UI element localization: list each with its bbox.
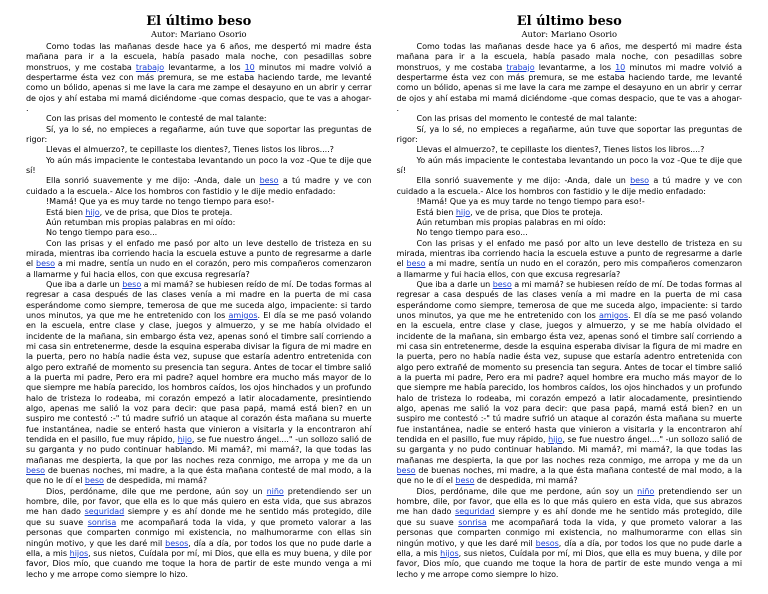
paragraph: Yo aún más impaciente le contestaba levantando un poco la voz -Que te dije que sí! — [396, 155, 742, 176]
document-author: Autor: Mariano Osorio — [521, 29, 618, 39]
link-10[interactable]: 10 — [244, 62, 255, 72]
paragraph: Está bien hijo, ve de prisa, que Dios te proteja. — [416, 207, 603, 217]
paragraph: Está bien hijo, ve de prisa, que Dios te proteja. — [46, 207, 233, 217]
link-hijo[interactable]: hijo — [548, 435, 563, 445]
link-amigos[interactable]: amigos — [228, 310, 258, 320]
link-amigos[interactable]: amigos — [599, 310, 628, 320]
link-sonrisa[interactable]: sonrisa — [458, 517, 487, 527]
paragraph: Dios, perdóname, dile que me perdone, aún soy un niño pretendiendo ser un hombre, dile, por favor, que ella es lo que más quiero en esta vida, que sus abrazos me han dado seguridad siempre y es ahí donde me he sentido más protegido, dile que su suave sonrisa me acompañará toda la vida, y que prometo valorar a las personas que comparten conmigo mi existencia, no malhumorarme con ellas sin ningún motivo, y que les daré mil besos, día a día, por todos los que no pude darle a ella, a mis hijos, sus nietos, Cuídala por mí, mi Dios, que ella es muy buena, y dile por favor, Dios mío, que cuando me toque la hora de partir de este mundo venga a mi lecho y me arrope como siempre lo hizo. — [396, 486, 742, 579]
link-beso[interactable]: beso — [259, 176, 279, 186]
story-body — [397, 42, 743, 580]
paragraph: !Mamá! Que ya es muy tarde no tengo tiempo para eso!- — [46, 197, 275, 207]
paragraph: Sí, ya lo sé, no empieces a regañarme, aún tuve que soportar las preguntas de rigor: — [396, 124, 742, 145]
paragraph: Aún retumban mis propias palabras en mi oído: — [46, 217, 236, 227]
paragraph: Como todas las mañanas desde hace ya 6 años, me despertó mi madre ésta mañana para ir a la escuela, había pasado mala noche, con pesadillas sobre monstruos, y me costaba trabajo levantarme, a los 10 minutos mi madre volvió a despertarme ésta vez con más premura, se me estaba haciendo tarde, me levanté como un bólido, apenas si me lave la cara me zampe el desayuno en un abrir y cerrar de ojos y ahí estaba mi mamá diciéndome -que comas despacio, que te vas a ahogar- . — [396, 42, 742, 114]
paragraph: No tengo tiempo para eso... — [46, 228, 158, 238]
link-besos[interactable]: besos — [535, 538, 559, 548]
paragraph: Con las prisas del momento le contesté de mal talante: — [46, 114, 267, 124]
paragraph: !Mamá! Que ya es muy tarde no tengo tiempo para eso!- — [416, 197, 645, 207]
link-hijo[interactable]: hijo — [85, 207, 100, 217]
paragraph: Con las prisas del momento le contesté de mal talante: — [416, 114, 638, 124]
link-beso[interactable]: beso — [406, 259, 426, 269]
document-author: Autor: Mariano Osorio — [150, 29, 247, 39]
link-trabajo[interactable]: trabajo — [506, 62, 535, 72]
paragraph: Dios, perdóname, dile que me perdone, aún soy un niño pretendiendo ser un hombre, dile, por favor, que ella es lo que más quiero en esta vida, que sus abrazos me han dado seguridad siempre y es ahí donde me he sentido más protegido, dile que su suave sonrisa me acompañará toda la vida, y que prometo valorar a las personas que comparten conmigo mi existencia, no malhumorarme con ellas sin ningún motivo, y que les daré mil besos, día a día, por todos los que no pude darle a ella, a mis hijos, sus nietos, Cuídala por mí, mi Dios, que ella es muy buena, y dile por favor, Dios mío, que cuando me toque la hora de partir de este mundo venga a mi lecho y me arrope como siempre lo hizo. — [26, 486, 372, 579]
paragraph: Con las prisas y el enfado me pasó por alto un leve destello de tristeza en su mirada, mientras iba corriendo hacia la escuela estuve a punto de regresarme a darle el beso a mi madre, sentía un nudo en el corazón, pero mis compañeros comenzaron a llamarme y fui hacia ellos, con que excusa regresaría? — [396, 238, 742, 279]
link-beso[interactable]: beso — [26, 466, 45, 476]
paragraph: Llevas el almuerzo?, te cepillaste los dientes?, Tienes listos los libros....? — [416, 145, 705, 155]
link-hijo[interactable]: hijo — [177, 435, 192, 445]
story-body — [26, 42, 372, 580]
paragraph: Con las prisas y el enfado me pasó por alto un leve destello de tristeza en su mirada, mientras iba corriendo hacia la escuela estuve a punto de regresarme a darle el beso a mi madre, sentía un nudo en el corazón, pero mis compañeros comenzaron a llamarme y fui hacia ellos, con que excusa regresaría? — [26, 238, 372, 279]
link-beso[interactable]: beso — [630, 176, 650, 186]
paragraph: Ella sonrió suavemente y me dijo: -Anda, dale un beso a tú madre y ve con cuidado a la escuela.- Alce los hombros con fastidio y le dije medio enfadado: — [396, 176, 742, 196]
link-hijos[interactable]: hijos — [69, 548, 89, 558]
link-beso[interactable]: beso — [84, 476, 104, 486]
paragraph: Yo aún más impaciente le contestaba levantando un poco la voz -Que te dije que sí! — [26, 155, 372, 176]
paragraph: Ella sonrió suavemente y me dijo: -Anda, dale un beso a tú madre y ve con cuidado a la escuela.- Alce los hombros con fastidio y le dije medio enfadado: — [26, 176, 372, 196]
link-10[interactable]: 10 — [615, 62, 626, 72]
paragraph: Sí, ya lo sé, no empieces a regañarme, aún tuve que soportar las preguntas de rigor: — [26, 124, 372, 145]
paragraph: Aún retumban mis propias palabras en mi oído: — [416, 217, 606, 227]
link-seguridad[interactable]: seguridad — [84, 507, 125, 517]
paragraph: Que iba a darle un beso a mi mamá? se hubiesen reído de mí. De todas formas al regresar a casa después de las clases venía a mi madre en la puerta de mi casa esperándome como siempre, temerosa de que me suceda algo, impaciente: si tardo unos minutos, ya que me he entretenido con los amigos. El día se me pasó volando en la escuela, entre clase y clase, juegos y almuerzo, y se me había olvidado el incidente de la mañana, sin embargo ésta vez, apenas sonó el timbre salí corriendo a mi casa sin entretenerme, desde la esquina esperaba divisar la figura de mi madre en la puerta, pero no había nadie ésta vez, supuse que estaría adentro entretenida con algo pero extrañé de momento su presencia tan segura. Antes de tocar el timbre salió a la puerta mi padre, Pero era mi padre? aquel hombre era mucho más mayor de lo que siempre me había parecido, los hombros caídos, los ojos hinchados y un profundo halo de tristeza lo rodeaba, mi corazón empezó a latir alocadamente, presintiendo algo, apenas me salió la voz para decir: que pasa papá, mamá está bien? en un suspiro me contestó :-" tú madre sufrió un ataque al corazón ésta mañana su muerte fue instantánea, nadie se enteró hasta que vinieron a visitarla y la encontraron ahí tendida en el pasillo, fue muy rápido, hijo, se fue nuestro ángel...." -un sollozo salió de su garganta y no pudo continuar hablando. Mi mamá?, mi mamá?, la que todas las mañanas me despierta, la que por las noches reza conmigo, me arropa y me da un beso de buenas noches, mi madre, a la que ésta mañana contesté de mal modo, a la que no le dí el beso de despedida, mi mamá? — [396, 279, 742, 486]
page-right — [397, 14, 743, 594]
link-nino[interactable]: niño — [266, 486, 284, 496]
link-hijo[interactable]: hijo — [455, 207, 471, 217]
document-title: El último beso — [516, 14, 622, 29]
link-nino[interactable]: niño — [637, 486, 655, 496]
link-beso[interactable]: beso — [36, 259, 55, 269]
paragraph: Que iba a darle un beso a mi mamá? se hubiesen reído de mí. De todas formas al regresar a casa después de las clases venía a mi madre en la puerta de mi casa esperándome como siempre, temerosa de que me suceda algo, impaciente: si tardo unos minutos, ya que me he entretenido con los amigos. El día se me pasó volando en la escuela, entre clase y clase, juegos y almuerzo, y se me había olvidado el incidente de la mañana, sin embargo ésta vez, apenas sonó el timbre salí corriendo a mi casa sin entretenerme, desde la esquina esperaba divisar la figura de mi madre en la puerta, pero no había nadie ésta vez, supuse que estaría adentro entretenida con algo pero extrañé de momento su presencia tan segura. Antes de tocar el timbre salió a la puerta mi padre, Pero era mi padre? aquel hombre era mucho más mayor de lo que siempre me había parecido, los hombros caídos, los ojos hinchados y un profundo halo de tristeza lo rodeaba, mi corazón empezó a latir alocadamente, presintiendo algo, apenas me salió la voz para decir: que pasa papá, mamá está bien? en un suspiro me contestó :-" tú madre sufrió un ataque al corazón ésta mañana su muerte fue instantánea, nadie se enteró hasta que vinieron a visitarla y la encontraron ahí tendida en el pasillo, fue muy rápido, hijo, se fue nuestro ángel...." -un sollozo salió de su garganta y no pudo continuar hablando. Mi mamá?, mi mamá?, la que todas las mañanas me despierta, la que por las noches reza conmigo, me arropa y me da un beso de buenas noches, mi madre, a la que ésta mañana contesté de mal modo, a la que no le dí el beso de despedida, mi mamá? — [26, 279, 372, 486]
link-beso[interactable]: beso — [492, 279, 512, 289]
link-besos[interactable]: besos — [165, 538, 189, 548]
link-sonrisa[interactable]: sonrisa — [87, 517, 117, 527]
link-trabajo[interactable]: trabajo — [135, 62, 165, 72]
link-beso[interactable]: beso — [396, 466, 416, 476]
paragraph: Como todas las mañanas desde hace ya 6 años, me despertó mi madre ésta mañana para ir a la escuela, había pasado mala noche, con pesadillas sobre monstruos, y me costaba trabajo levantarme, a los 10 minutos mi madre volvió a despertarme ésta vez con más premura, se me estaba haciendo tarde, me levanté como un bólido, apenas si me lave la cara me zampe el desayuno en un abrir y cerrar de ojos y ahí estaba mi mamá diciéndome -que comas despacio, que te vas a ahogar- . — [26, 42, 372, 114]
link-seguridad[interactable]: seguridad — [455, 507, 495, 517]
page-left — [26, 14, 372, 594]
document-title: El último beso — [146, 14, 252, 29]
paragraph: Llevas el almuerzo?, te cepillaste los dientes?, Tienes listos los libros....? — [46, 145, 334, 155]
paragraph: No tengo tiempo para eso... — [416, 228, 528, 238]
link-beso[interactable]: beso — [122, 279, 142, 289]
link-beso[interactable]: beso — [455, 476, 475, 486]
link-hijos[interactable]: hijos — [440, 548, 459, 558]
